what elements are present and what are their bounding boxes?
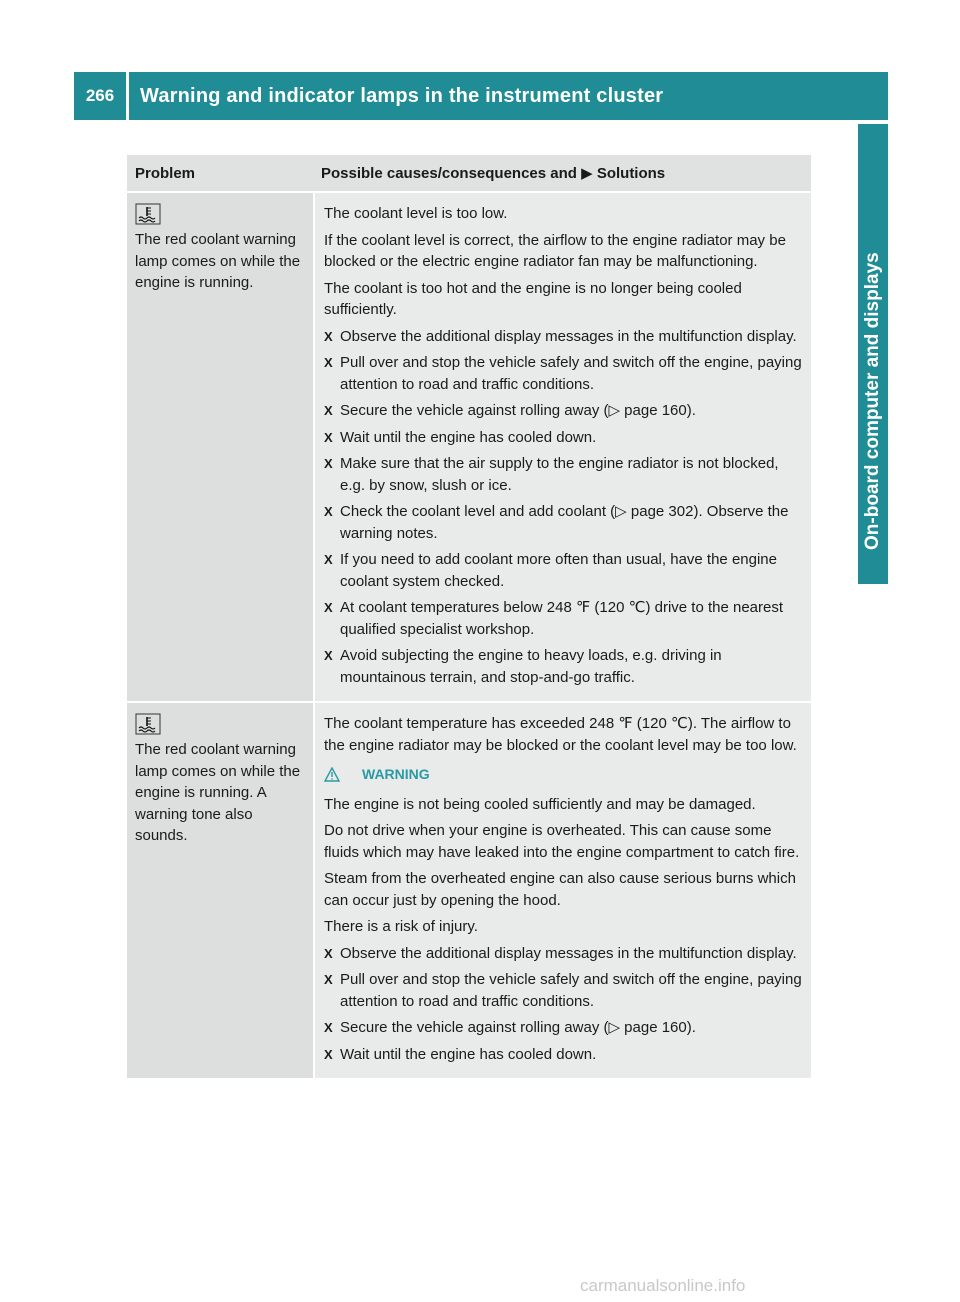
page-title: Warning and indicator lamps in the instrument cluster <box>129 72 888 120</box>
step-marker: X <box>324 456 333 471</box>
step-marker: X <box>324 648 333 663</box>
warning-heading <box>324 764 805 786</box>
step-text: Observe the additional display messages in the multifunction display. <box>340 944 797 962</box>
warning-text: There is a risk of injury. <box>324 918 478 935</box>
warning-text: The engine is not being cooled sufficiently and may be damaged. <box>324 795 756 813</box>
table-header <box>127 155 811 191</box>
step-text: If you need to add coolant more often than usual, have the engine coolant system checked. <box>340 551 777 590</box>
problem-cell <box>127 703 313 1078</box>
solution-step <box>324 352 805 395</box>
solution-step <box>324 501 805 544</box>
step-text: Pull over and stop the vehicle safely and switch off the engine, paying attention to road and traffic conditions. <box>340 971 802 1010</box>
step-marker: X <box>324 429 333 445</box>
solution-step <box>324 969 805 1012</box>
warning-lamp-table <box>127 155 811 1078</box>
step-text: Wait until the engine has cooled down. <box>340 1045 597 1063</box>
warning-text: Steam from the overheated engine can also cause serious burns which can occur just by opening the hood. <box>324 870 796 909</box>
coolant-temperature-icon <box>135 713 309 737</box>
step-text: Secure the vehicle against rolling away (▷ page 160). <box>340 402 696 419</box>
step-text: Wait until the engine has cooled down. <box>340 428 597 446</box>
solution-step <box>324 453 805 496</box>
solution-step <box>324 1044 805 1066</box>
step-text: Pull over and stop the vehicle safely and switch off the engine, paying attention to road and traffic conditions. <box>340 354 802 393</box>
step-marker: X <box>324 403 333 418</box>
section-side-tab-label: On-board computer and displays <box>862 252 883 550</box>
solution-step <box>324 427 805 449</box>
step-text: Secure the vehicle against rolling away (▷ page 160). <box>340 1019 696 1036</box>
table-row <box>127 191 811 701</box>
problem-cell <box>127 193 313 701</box>
step-marker: X <box>324 328 333 344</box>
step-marker: X <box>324 355 333 370</box>
warning-triangle-icon <box>324 767 340 782</box>
watermark: carmanualsonline.info <box>580 1276 746 1295</box>
warning-label: WARNING <box>362 766 430 782</box>
section-side-tab <box>858 124 888 584</box>
cause-text: If the coolant level is correct, the airflow to the engine radiator may be blocked or the electric engine radiator fan may be malfunctioning. <box>324 231 786 270</box>
cause-text: The coolant is too hot and the engine is no longer being cooled sufficiently. <box>324 279 742 318</box>
step-text: Make sure that the air supply to the engine radiator is not blocked, e.g. by snow, slush or ice. <box>340 455 779 494</box>
solution-step <box>324 645 805 688</box>
solution-step <box>324 400 805 422</box>
cause-text: The coolant level is too low. <box>324 205 508 222</box>
step-text: At coolant temperatures below 248 ℉ (120 ℃) drive to the nearest qualified specialist workshop. <box>340 599 784 638</box>
solutions-cell <box>315 703 811 1078</box>
coolant-temperature-icon <box>135 203 309 227</box>
cause-text: The coolant temperature has exceeded 248 ℉ (120 ℃). The airflow to the engine radiator may be blocked or the coolant level may be too low. <box>324 715 797 754</box>
step-marker: X <box>324 945 333 961</box>
table-row <box>127 701 811 1078</box>
step-text: Avoid subjecting the engine to heavy loads, e.g. driving in mountainous terrain, and stop-and-go traffic. <box>340 647 722 686</box>
solution-step <box>324 549 805 592</box>
solution-step <box>324 326 805 348</box>
solution-step <box>324 943 805 965</box>
solution-step <box>324 597 805 640</box>
warning-text: Do not drive when your engine is overheated. This can cause some fluids which may have leaked into the engine compartment to catch fire. <box>324 822 800 861</box>
page-number: 266 <box>74 72 126 120</box>
step-text: Check the coolant level and add coolant (▷ page 302). Observe the warning notes. <box>340 503 789 542</box>
step-marker: X <box>324 504 333 519</box>
column-header-problem: Problem <box>135 164 196 182</box>
solution-step <box>324 1017 805 1039</box>
step-marker: X <box>324 600 333 615</box>
solutions-cell <box>315 193 811 701</box>
problem-text: The red coolant warning lamp comes on while the engine is running. A warning tone also sounds. <box>135 741 301 844</box>
column-header-solutions: Possible causes/consequences and ▶ Solutions <box>321 165 666 182</box>
step-text: Observe the additional display messages in the multifunction display. <box>340 327 797 345</box>
step-marker: X <box>324 972 333 987</box>
problem-text: The red coolant warning lamp comes on while the engine is running. <box>135 231 301 291</box>
step-marker: X <box>324 1020 333 1035</box>
step-marker: X <box>324 1046 333 1062</box>
step-marker: X <box>324 552 333 567</box>
